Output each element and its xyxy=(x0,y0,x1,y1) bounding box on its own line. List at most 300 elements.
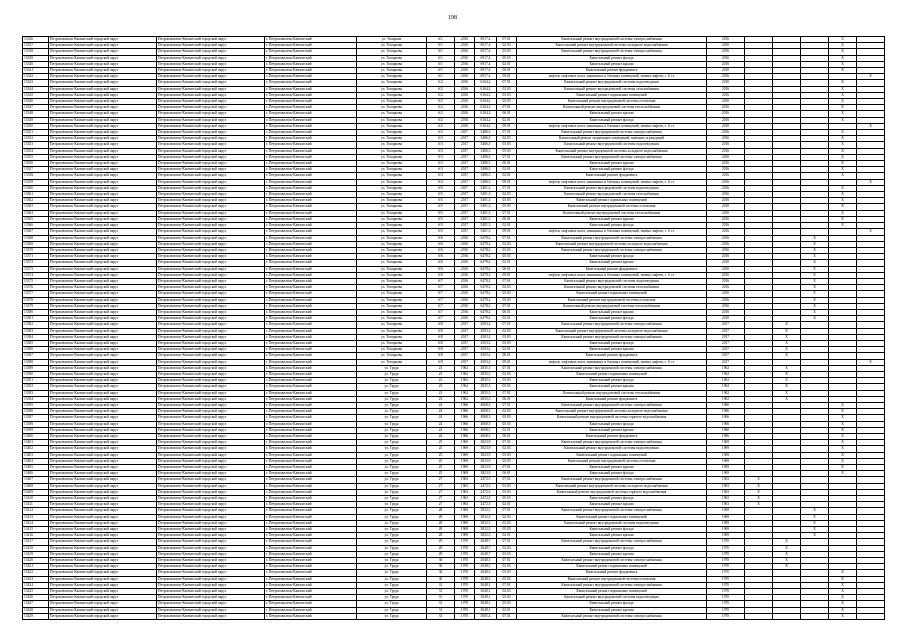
cell-mark-4: X xyxy=(829,173,857,179)
cell-street: ул. Труда xyxy=(357,409,427,415)
cell-work-code: 06.01 xyxy=(497,309,517,315)
cell-municipality: Петропавловск-Камчатский городской округ xyxy=(49,80,157,86)
cell-municipality: Петропавловск-Камчатский городской округ xyxy=(49,378,157,384)
cell-mark-5: X xyxy=(857,229,885,235)
cell-build-year: 1969 xyxy=(455,533,475,539)
cell-build-year: 2016 xyxy=(455,49,475,55)
cell-municipality: Петропавловск-Камчатский городской округ xyxy=(49,365,157,371)
cell-street: ул. Топоркова xyxy=(357,74,427,80)
cell-city: г. Петропавловск-Камчатский xyxy=(265,136,357,142)
cell-street: ул. Топоркова xyxy=(357,86,427,92)
cell-period: 2016 xyxy=(707,309,745,315)
cell-mark-4: X xyxy=(829,161,857,167)
cell-work-type: Капитальный ремонт подвальных помещений xyxy=(517,452,707,458)
cell-street: ул. Труда xyxy=(357,551,427,557)
cell-city: г. Петропавловск-Камчатский xyxy=(265,297,357,303)
cell-area: 3486,5 xyxy=(475,173,497,179)
cell-municipality-2: Петропавловск-Камчатский городской округ xyxy=(157,291,265,297)
cell-municipality: Петропавловск-Камчатский городской округ xyxy=(49,37,157,43)
cell-period: 1969 xyxy=(707,452,745,458)
cell-period: 2016 xyxy=(707,316,745,322)
cell-row-number: 13380 xyxy=(23,309,49,315)
cell-municipality-2: Петропавловск-Камчатский городской округ xyxy=(157,322,265,328)
cell-row-number: 13379 xyxy=(23,303,49,309)
cell-period: 2017 xyxy=(707,334,745,340)
cell-work-type: Капитальный ремонт внутридомовой системы электроснабжения xyxy=(517,235,707,241)
cell-period: 1970 xyxy=(707,607,745,613)
cell-work-code: 02.03 xyxy=(497,285,517,291)
cell-municipality: Петропавловск-Камчатский городской округ xyxy=(49,260,157,266)
cell-period: 1969 xyxy=(707,458,745,464)
cell-work-type: Капитальный ремонт фасада xyxy=(517,545,707,551)
cell-work-code: 03.03 xyxy=(497,247,517,253)
cell-work-type: Капитальный ремонт внутридомовой системы электроснабжения xyxy=(517,37,707,43)
cell-city: г. Петропавловск-Камчатский xyxy=(265,551,357,557)
cell-area: 4068,5 xyxy=(475,421,497,427)
cell-work-code: 06.01 xyxy=(497,266,517,272)
cell-municipality-2: Петропавловск-Камчатский городской округ xyxy=(157,111,265,117)
cell-work-code: 06.01 xyxy=(497,471,517,477)
cell-house-number: 6/2 xyxy=(427,86,455,92)
cell-municipality: Петропавловск-Камчатский городской округ xyxy=(49,520,157,526)
cell-municipality-2: Петропавловск-Камчатский городской округ xyxy=(157,223,265,229)
cell-municipality: Петропавловск-Камчатский городской округ xyxy=(49,192,157,198)
cell-city: г. Петропавловск-Камчатский xyxy=(265,576,357,582)
cell-mark-4: X xyxy=(829,446,857,452)
cell-row-number: 13353 xyxy=(23,142,49,148)
cell-work-code: 07.01 xyxy=(497,508,517,514)
cell-work-code: 07.01 xyxy=(497,365,517,371)
cell-municipality: Петропавловск-Камчатский городской округ xyxy=(49,235,157,241)
cell-municipality: Петропавловск-Камчатский городской округ xyxy=(49,427,157,433)
cell-row-number: 13423 xyxy=(23,576,49,582)
cell-mark-1 xyxy=(745,613,773,619)
cell-house-number: 24 xyxy=(427,434,455,440)
cell-period: 2016 xyxy=(707,43,745,49)
cell-build-year: 1970 xyxy=(455,576,475,582)
cell-area: 4503,2 xyxy=(475,340,497,346)
cell-house-number: 27 xyxy=(427,477,455,483)
cell-row-number: 13429 xyxy=(23,613,49,619)
cell-period: 1963 xyxy=(707,489,745,495)
cell-area: 4503,2 xyxy=(475,328,497,334)
cell-municipality: Петропавловск-Камчатский городской округ xyxy=(49,458,157,464)
cell-city: г. Петропавловск-Камчатский xyxy=(265,61,357,67)
cell-house-number: 6/5 xyxy=(427,210,455,216)
cell-build-year: 2017 xyxy=(455,204,475,210)
cell-city: г. Петропавловск-Камчатский xyxy=(265,434,357,440)
cell-work-type: Капитальный ремонт внутридомовой системы электроснабжения xyxy=(517,154,707,160)
cell-mark-4: X xyxy=(829,86,857,92)
cell-municipality-2: Петропавловск-Камчатский городской округ xyxy=(157,607,265,613)
cell-municipality-2: Петропавловск-Камчатский городской округ xyxy=(157,49,265,55)
cell-house-number: 6/6 xyxy=(427,235,455,241)
cell-mark-4: X xyxy=(829,465,857,471)
cell-street: ул. Труда xyxy=(357,558,427,564)
cell-house-number: 25 xyxy=(427,458,455,464)
cell-mark-2: X xyxy=(773,551,801,557)
cell-mark-4: X xyxy=(829,427,857,433)
cell-mark-4: X xyxy=(829,185,857,191)
cell-area: 4068,5 xyxy=(475,427,497,433)
cell-work-code: 05.03 xyxy=(497,55,517,61)
cell-work-type: Капитальный ремонт внутридомовой системы газоснабжения xyxy=(517,192,707,198)
cell-municipality: Петропавловск-Камчатский городской округ xyxy=(49,533,157,539)
cell-area: 6164,2 xyxy=(475,99,497,105)
cell-house-number: 6/3 xyxy=(427,173,455,179)
cell-row-number: 13394 xyxy=(23,396,49,402)
cell-work-code: 05.03 xyxy=(497,297,517,303)
cell-period: 1962 xyxy=(707,371,745,377)
cell-work-type: Капитальный ремонт фасада xyxy=(517,421,707,427)
cell-row-number: 13389 xyxy=(23,365,49,371)
cell-row-number: 13376 xyxy=(23,285,49,291)
cell-build-year: 1969 xyxy=(455,458,475,464)
cell-area: 3048,1 xyxy=(475,589,497,595)
cell-period: 1969 xyxy=(707,533,745,539)
cell-work-type: Капитальный ремонт фасада xyxy=(517,167,707,173)
cell-area: 3832,5 xyxy=(475,508,497,514)
cell-municipality-2: Петропавловск-Камчатский городской округ xyxy=(157,347,265,353)
cell-municipality-2: Петропавловск-Камчатский городской округ xyxy=(157,502,265,508)
cell-work-type: Капитальный ремонт внутридомовой системы электроснабжения xyxy=(517,322,707,328)
cell-municipality: Петропавловск-Камчатский городской округ xyxy=(49,154,157,160)
cell-work-type: Капитальный ремонт внутридомовой системы отопления xyxy=(517,204,707,210)
cell-house-number: 6/1 xyxy=(427,55,455,61)
cell-municipality-2: Петропавловск-Камчатский городской округ xyxy=(157,229,265,235)
cell-row-number: 13402 xyxy=(23,446,49,452)
cell-work-code: 03.03 xyxy=(497,142,517,148)
cell-work-code: 03.03 xyxy=(497,334,517,340)
cell-area: 5401,3 xyxy=(475,204,497,210)
cell-row-number: 13372 xyxy=(23,260,49,266)
cell-row-number: 13417 xyxy=(23,539,49,545)
cell-house-number: 30 xyxy=(427,570,455,576)
cell-municipality: Петропавловск-Камчатский городской округ xyxy=(49,527,157,533)
cell-municipality: Петропавловск-Камчатский городской округ xyxy=(49,582,157,588)
cell-city: г. Петропавловск-Камчатский xyxy=(265,80,357,86)
cell-period: 2016 xyxy=(707,92,745,98)
cell-row-number: 13366 xyxy=(23,223,49,229)
cell-city: г. Петропавловск-Камчатский xyxy=(265,303,357,309)
cell-work-code: 07.01 xyxy=(497,613,517,619)
cell-house-number: 6/2 xyxy=(427,105,455,111)
cell-work-code: 05.03 xyxy=(497,340,517,346)
cell-municipality: Петропавловск-Камчатский городской округ xyxy=(49,384,157,390)
cell-build-year: 1962 xyxy=(455,365,475,371)
cell-municipality: Петропавловск-Камчатский городской округ xyxy=(49,74,157,80)
cell-work-type: Капитальный ремонт внутридомовой системы холодного водоснабжения xyxy=(517,409,707,415)
cell-build-year: 2016 xyxy=(455,285,475,291)
cell-city: г. Петропавловск-Камчатский xyxy=(265,589,357,595)
cell-area: 6478,2 xyxy=(475,309,497,315)
cell-street: ул. Топоркова xyxy=(357,123,427,129)
cell-area: 6478,2 xyxy=(475,272,497,278)
cell-work-type: Капитальный ремонт фасада xyxy=(517,55,707,61)
cell-period: 1970 xyxy=(707,558,745,564)
cell-work-code: 02.03 xyxy=(497,589,517,595)
cell-build-year: 1966 xyxy=(455,409,475,415)
cell-work-type: Капитальный ремонт внутридомовой системы водоотведения xyxy=(517,142,707,148)
cell-work-type: Капитальный ремонт фасада xyxy=(517,601,707,607)
cell-city: г. Петропавловск-Камчатский xyxy=(265,86,357,92)
cell-work-type: Капитальный ремонт внутридомовой системы водоотведения xyxy=(517,595,707,601)
cell-row-number: 13342 xyxy=(23,74,49,80)
cell-work-code: 02.01 xyxy=(497,607,517,613)
cell-street: ул. Топоркова xyxy=(357,92,427,98)
cell-build-year: 1970 xyxy=(455,601,475,607)
cell-municipality-2: Петропавловск-Камчатский городской округ xyxy=(157,254,265,260)
cell-mark-3: X xyxy=(801,533,829,539)
cell-city: г. Петропавловск-Камчатский xyxy=(265,477,357,483)
cell-area: 2472,5 xyxy=(475,489,497,495)
cell-city: г. Петропавловск-Камчатский xyxy=(265,353,357,359)
cell-period: 2016 xyxy=(707,105,745,111)
cell-municipality-2: Петропавловск-Камчатский городской округ xyxy=(157,545,265,551)
cell-house-number: 24 xyxy=(427,421,455,427)
cell-build-year: 2016 xyxy=(455,37,475,43)
cell-mark-2: X xyxy=(773,334,801,340)
cell-house-number: 23 xyxy=(427,384,455,390)
cell-work-type: Капитальный ремонт фундамента xyxy=(517,570,707,576)
cell-city: г. Петропавловск-Камчатский xyxy=(265,74,357,80)
cell-work-code: 06.01 xyxy=(497,111,517,117)
cell-city: г. Петропавловск-Камчатский xyxy=(265,502,357,508)
cell-row-number: 13403 xyxy=(23,452,49,458)
cell-street: ул. Топоркова xyxy=(357,247,427,253)
cell-area: 6164,2 xyxy=(475,86,497,92)
cell-row-number: 13355 xyxy=(23,154,49,160)
cell-area: 2048,5 xyxy=(475,576,497,582)
cell-row-number: 13357 xyxy=(23,167,49,173)
cell-work-code: 07.01 xyxy=(497,154,517,160)
cell-municipality-2: Петропавловск-Камчатский городской округ xyxy=(157,216,265,222)
cell-mark-4: X xyxy=(829,198,857,204)
cell-street: ул. Топоркова xyxy=(357,111,427,117)
cell-row-number: 13407 xyxy=(23,477,49,483)
cell-period: 1970 xyxy=(707,595,745,601)
cell-street: ул. Топоркова xyxy=(357,43,427,49)
cell-municipality: Петропавловск-Камчатский городской округ xyxy=(49,130,157,136)
cell-work-code: 07.01 xyxy=(497,539,517,545)
cell-street: ул. Топоркова xyxy=(357,316,427,322)
cell-build-year: 2016 xyxy=(455,117,475,123)
cell-municipality: Петропавловск-Камчатский городской округ xyxy=(49,489,157,495)
cell-house-number: 6/6 xyxy=(427,254,455,260)
cell-mark-4: X xyxy=(829,99,857,105)
cell-house-number: 6/6 xyxy=(427,241,455,247)
page-number: 198 xyxy=(448,15,457,21)
cell-work-code: 05.03 xyxy=(497,421,517,427)
cell-period: 1962 xyxy=(707,378,745,384)
cell-row-number: 13401 xyxy=(23,440,49,446)
cell-municipality-2: Петропавловск-Камчатский городской округ xyxy=(157,340,265,346)
cell-city: г. Петропавловск-Камчатский xyxy=(265,254,357,260)
cell-street: ул. Топоркова xyxy=(357,340,427,346)
cell-period: 2016 xyxy=(707,241,745,247)
cell-mark-3: X xyxy=(801,316,829,322)
cell-work-type: Капитальный ремонт крыши xyxy=(517,533,707,539)
cell-build-year: 2017 xyxy=(455,148,475,154)
cell-city: г. Петропавловск-Камчатский xyxy=(265,601,357,607)
cell-work-code: 02.03 xyxy=(497,86,517,92)
cell-city: г. Петропавловск-Камчатский xyxy=(265,266,357,272)
cell-street: ул. Труда xyxy=(357,582,427,588)
cell-city: г. Петропавловск-Камчатский xyxy=(265,309,357,315)
cell-municipality-2: Петропавловск-Камчатский городской округ xyxy=(157,123,265,129)
cell-street: ул. Труда xyxy=(357,502,427,508)
cell-work-type: Капитальный ремонт внутридомовой системы газоснабжения xyxy=(517,86,707,92)
cell-row-number: 13365 xyxy=(23,216,49,222)
cell-city: г. Петропавловск-Камчатский xyxy=(265,340,357,346)
cell-area: 6164,2 xyxy=(475,92,497,98)
cell-house-number: 6/5 xyxy=(427,192,455,198)
cell-area: 3486,5 xyxy=(475,130,497,136)
cell-area: 3832,5 xyxy=(475,514,497,520)
cell-municipality-2: Петропавловск-Камчатский городской округ xyxy=(157,465,265,471)
cell-mark-2: X xyxy=(773,378,801,384)
cell-street: ул. Топоркова xyxy=(357,130,427,136)
cell-work-type: Капитальный ремонт фундамента xyxy=(517,68,707,74)
cell-municipality: Петропавловск-Камчатский городской округ xyxy=(49,396,157,402)
cell-period: 1970 xyxy=(707,564,745,570)
cell-work-type: Капитальный ремонт внутридомовой системы холодного водоснабжения xyxy=(517,483,707,489)
cell-house-number: 6/3 xyxy=(427,148,455,154)
cell-work-type: Капитальный ремонт фасада xyxy=(517,471,707,477)
cell-house-number: 6/3 xyxy=(427,161,455,167)
cell-build-year: 1970 xyxy=(455,613,475,619)
cell-municipality-2: Петропавловск-Камчатский городской округ xyxy=(157,359,265,365)
cell-street: ул. Топоркова xyxy=(357,167,427,173)
cell-city: г. Петропавловск-Камчатский xyxy=(265,396,357,402)
cell-area: 2472,5 xyxy=(475,502,497,508)
cell-mark-4: X xyxy=(829,37,857,43)
cell-municipality-2: Петропавловск-Камчатский городской округ xyxy=(157,483,265,489)
cell-municipality-2: Петропавловск-Камчатский городской округ xyxy=(157,99,265,105)
cell-street: ул. Топоркова xyxy=(357,322,427,328)
cell-period: 2016 xyxy=(707,68,745,74)
cell-work-code: 02.03 xyxy=(497,328,517,334)
cell-work-code: 06.01 xyxy=(497,161,517,167)
cell-municipality-2: Петропавловск-Камчатский городской округ xyxy=(157,396,265,402)
cell-work-type: Капитальный ремонт внутридомовой системы холодного водоснабжения xyxy=(517,241,707,247)
cell-house-number: 6/6 xyxy=(427,272,455,278)
cell-row-number: 13419 xyxy=(23,551,49,557)
cell-row-number: 13374 xyxy=(23,272,49,278)
cell-row-number: 13340 xyxy=(23,61,49,67)
cell-row-number: 13412 xyxy=(23,508,49,514)
cell-municipality-2: Петропавловск-Камчатский городской округ xyxy=(157,61,265,67)
cell-build-year: 2017 xyxy=(455,179,475,185)
cell-municipality: Петропавловск-Камчатский городской округ xyxy=(49,502,157,508)
cell-city: г. Петропавловск-Камчатский xyxy=(265,49,357,55)
cell-street: ул. Топоркова xyxy=(357,359,427,365)
cell-area: 6917,4 xyxy=(475,74,497,80)
cell-row-number: 13424 xyxy=(23,582,49,588)
cell-area: 2835,5 xyxy=(475,378,497,384)
cell-build-year: 1969 xyxy=(455,514,475,520)
cell-area: 3823,9 xyxy=(475,446,497,452)
cell-street: ул. Топоркова xyxy=(357,266,427,272)
cell-house-number: 25 xyxy=(427,471,455,477)
cell-city: г. Петропавловск-Камчатский xyxy=(265,142,357,148)
cell-area: 6917,4 xyxy=(475,49,497,55)
cell-house-number: 24 xyxy=(427,427,455,433)
cell-area: 5401,3 xyxy=(475,210,497,216)
cell-city: г. Петропавловск-Камчатский xyxy=(265,173,357,179)
cell-period: 1969 xyxy=(707,508,745,514)
cell-period: 1962 xyxy=(707,384,745,390)
cell-street: ул. Труда xyxy=(357,477,427,483)
cell-row-number: 13410 xyxy=(23,496,49,502)
cell-row-number: 13369 xyxy=(23,241,49,247)
cell-municipality-2: Петропавловск-Камчатский городской округ xyxy=(157,260,265,266)
cell-area: 2472,5 xyxy=(475,483,497,489)
cell-row-number: 13396 xyxy=(23,409,49,415)
cell-period: 2016 xyxy=(707,297,745,303)
cell-city: г. Петропавловск-Камчатский xyxy=(265,558,357,564)
cell-house-number: 27 xyxy=(427,496,455,502)
cell-work-type: Капитальный ремонт подвальных помещений xyxy=(517,371,707,377)
cell-municipality: Петропавловск-Камчатский городской округ xyxy=(49,539,157,545)
cell-area: 3832,5 xyxy=(475,520,497,526)
cell-municipality: Петропавловск-Камчатский городской округ xyxy=(49,347,157,353)
cell-build-year: 2016 xyxy=(455,266,475,272)
cell-build-year: 1970 xyxy=(455,558,475,564)
cell-work-type: лифтов, лифтовых шахт, машинных и блочных помещений, замена лифтов, с. 6 ст. xyxy=(517,179,707,185)
cell-municipality: Петропавловск-Камчатский городской округ xyxy=(49,601,157,607)
cell-area: 6164,2 xyxy=(475,123,497,129)
cell-period: 1970 xyxy=(707,601,745,607)
cell-work-code: 07.01 xyxy=(497,303,517,309)
cell-municipality-2: Петропавловск-Камчатский городской округ xyxy=(157,117,265,123)
cell-work-code: 06.01 xyxy=(497,396,517,402)
cell-mark-4: X xyxy=(829,142,857,148)
cell-municipality-2: Петропавловск-Камчатский городской округ xyxy=(157,68,265,74)
cell-work-code: 02.03 xyxy=(497,43,517,49)
cell-house-number: 24 xyxy=(427,402,455,408)
cell-row-number: 13399 xyxy=(23,427,49,433)
cell-period: 2016 xyxy=(707,154,745,160)
cell-street: ул. Топоркова xyxy=(357,297,427,303)
cell-area: 3048,1 xyxy=(475,582,497,588)
cell-period: 1970 xyxy=(707,613,745,619)
cell-work-code: 02.01 xyxy=(497,260,517,266)
cell-work-code: 03.03 xyxy=(497,415,517,421)
cell-area: 2648,7 xyxy=(475,545,497,551)
cell-build-year: 1969 xyxy=(455,508,475,514)
cell-period: 2016 xyxy=(707,37,745,43)
cell-work-type: Капитальный ремонт фасада xyxy=(517,316,707,322)
cell-street: ул. Труда xyxy=(357,458,427,464)
cell-municipality-2: Петропавловск-Камчатский городской округ xyxy=(157,154,265,160)
cell-municipality-2: Петропавловск-Камчатский городской округ xyxy=(157,192,265,198)
cell-period: 1970 xyxy=(707,589,745,595)
cell-area: 3048,1 xyxy=(475,607,497,613)
cell-area: 3605,4 xyxy=(475,613,497,619)
cell-municipality-2: Петропавловск-Камчатский городской округ xyxy=(157,316,265,322)
cell-city: г. Петропавловск-Камчатский xyxy=(265,371,357,377)
cell-period: 1962 xyxy=(707,396,745,402)
cell-municipality: Петропавловск-Камчатский городской округ xyxy=(49,589,157,595)
cell-build-year: 2017 xyxy=(455,334,475,340)
cell-row-number: 13413 xyxy=(23,514,49,520)
cell-build-year: 1969 xyxy=(455,452,475,458)
cell-municipality-2: Петропавловск-Камчатский городской округ xyxy=(157,173,265,179)
cell-build-year: 2017 xyxy=(455,223,475,229)
cell-street: ул. Топоркова xyxy=(357,235,427,241)
cell-municipality: Петропавловск-Камчатский городской округ xyxy=(49,297,157,303)
